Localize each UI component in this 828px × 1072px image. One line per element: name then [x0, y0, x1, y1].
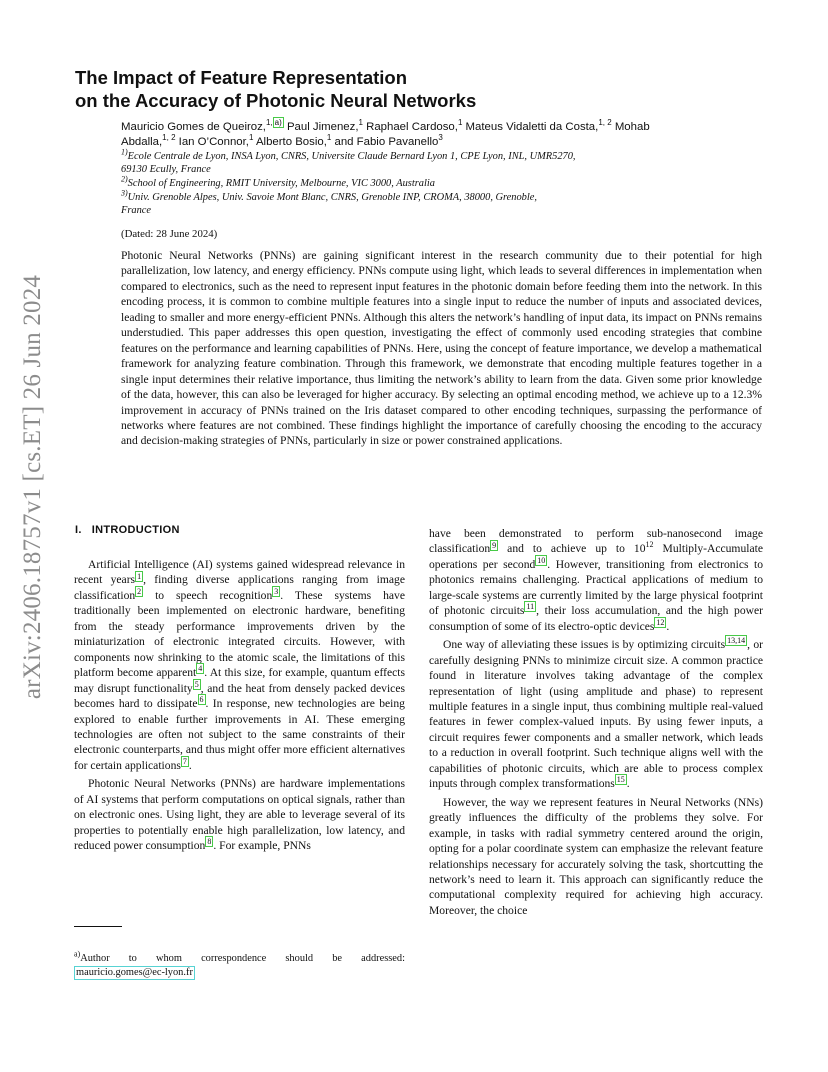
exponent: 12	[645, 540, 654, 550]
right-column	[429, 526, 763, 918]
title-line-1: The Impact of Feature Representation	[75, 67, 408, 88]
affiliation: $^{3)}$Univ. Grenoble Alpes, Univ. Savoie Mont Blanc, CNRS, Grenoble INP, CROMA, 38000, Grenoble, France	[121, 188, 537, 216]
dated: (Dated: 28 June 2024)	[121, 228, 218, 240]
title-line-2: on the Accuracy of Photonic Neural Networks	[75, 90, 477, 111]
citation-link[interactable]: 10	[537, 556, 546, 566]
footnote-rule	[74, 926, 122, 927]
footnote-link[interactable]: a)	[274, 118, 282, 127]
citation-link[interactable]: 8	[207, 837, 212, 847]
paragraph: have been demonstrated to perform sub-nanosecond image classification $^9$ and to achieve up to $10^{12}$ Multiply-Accumulate operations per second $^{10}$ . However, transitioning from electronics to photonics remains challenging. Practical applications of medium to large-scale systems are currently limited by the large physical footprint of photonic circuits $^{11}$ , their loss accumulation, and the high power consumption of some of its electro-optic devices $^{12}$ .	[429, 527, 763, 633]
citation-link[interactable]: 13,14	[727, 636, 746, 646]
author-line-2: Abdalla,$^{1, 2}$ Ian O’Connor,$^1$ Alberto Bosio,$^1$ and Fabio Pavanello$^3$	[121, 133, 443, 148]
citation-link[interactable]: 1	[137, 571, 142, 581]
citation-link[interactable]: 5	[194, 679, 199, 689]
abstract: Photonic Neural Networks (PNNs) are gaining significant interest in the research community due to their potential for high parallelization, low latency, and energy efficiency. PNNs compute using light, which leads to several differences in implementation when compared to electronics, such as the need to represent input features in the photonic domain before feeding them into the network. In this encoding process, it is common to combine multiple features into a single input to reduce the number of inputs and associated devices, leading to smaller and more energy-efficient PNNs. Although this alters the network’s handling of input data, its impact on PNNs remains understudied. This paper addresses this open question, investigating the effect of commonly used encoding strategies that combine features on the performance and learning capabilities of PNNs. Here, using the concept of feature importance, we develop a mathematical framework for analyzing feature combination. Through this framework, we demonstrate that encoding multiple features together in a single input determines their relative importance, thus limiting the network’s ability to learn from the data. Given some prior knowledge of the data, however, this can also be leveraged for higher accuracy. By selecting an optimal encoding method, we achieve up to a 12.3% improvement in accuracy of PNNs trained on the Iris dataset compared to other encoding techniques, surpassing the performance of networks where features are not combined. These findings highlight the importance of carefully choosing the encoding to the accuracy and decision-making strategies of PNNs, particularly in size or power constrained applications.	[121, 249, 762, 448]
affiliations	[121, 147, 771, 218]
section-heading: I. INTRODUCTION	[75, 524, 180, 536]
arxiv-stamp: arXiv:2406.18757v1 [cs.ET] 26 Jun 2024	[19, 274, 46, 700]
author-list	[121, 117, 771, 150]
paragraph: However, the way we represent features in Neural Networks (NNs) greatly influences the difficulty of the problems they solve. For example, in tasks with radial symmetry centered around the origin, opting for a polar coordinate system can emphasize the relevant feature relationships necessary for accurately solving the task, shortcutting the network’s need to learn it. This approach can significantly reduce the computational complexity required for achieving high accuracy. Moreover, the choice	[429, 795, 763, 917]
paragraph: Photonic Neural Networks (PNNs) are hardware implementations of AI systems that perform computations on optical signals, rather than on electronic ones. Using light, they are able to leverage several of its properties to potentially enable high parallelization, low latency, and reduced power consumption $^8$ . For example, PNNs	[74, 777, 405, 853]
citation-link[interactable]: 6	[199, 695, 204, 705]
citation-link[interactable]: 3	[274, 587, 279, 597]
citation-link[interactable]: 12	[656, 617, 665, 627]
citation-link[interactable]: 15	[616, 775, 625, 785]
paper-title	[75, 66, 755, 112]
citation-link[interactable]: 7	[182, 757, 187, 767]
author-line-1: Mauricio Gomes de Queiroz,$^{1,}$ $^{a)}$ Paul Jimenez,$^1$ Raphael Cardoso,$^1$ Mateus Vidaletti da Costa,$^{1, 2}$ Mohab	[121, 118, 650, 133]
affiliation: $^{2)}$School of Engineering, RMIT University, Melbourne, VIC 3000, Australia	[121, 174, 435, 189]
paragraph: One way of alleviating these issues is by optimizing circuits $^{13,14}$ , or carefully designing PNNs to minimize circuit size. A common practice found in literature involves taking advantage of the complex representation of light (using amplitude and phase) to represent multiple features in a single input, thus combining multiple real-valued features in fewer complex-valued inputs. By using fewer inputs, a circuit requires fewer components and a smaller network, which leads to a reduction in overall footprint. Such technique aligns well with the capabilities of photonic circuits, which are able to process complex inputs through complex transformations $^{15}$ .	[429, 636, 763, 791]
citation-link[interactable]: 9	[492, 540, 497, 550]
citation-link[interactable]: 2	[137, 587, 142, 597]
citation-link[interactable]: 11	[526, 602, 535, 612]
citation-link[interactable]: 4	[198, 664, 203, 674]
footnote: $^{a)}$Author to whom correspondence should be addressed: mauricio.gomes@ec-lyon.fr	[74, 949, 405, 978]
email-link[interactable]: mauricio.gomes@ec-lyon.fr	[76, 966, 193, 978]
paragraph: Artificial Intelligence (AI) systems gained widespread relevance in recent years $^1$ , finding diverse applications ranging from image classification $^2$ to speech recognition $^3$ . These systems have traditionally been implemented on electronic hardware, benefiting from the steady performance improvements driven by the miniaturization of electronic integrated circuits. However, with components now shrinking to the atomic scale, the limitations of this platform become apparent $^4$ . At this size, for example, quantum effects may disrupt functionality $^5$ , and the heat from densely packed devices becomes hard to dissipate $^6$ . In response, new technologies are being explored to enable further improvements in AI. These emerging technologies are often not subject to the same constraints of their electronic counterparts, and thus might offer more efficient alternatives for certain applications $^7$ .	[74, 558, 405, 772]
affiliation: $^{1)}$Ecole Centrale de Lyon, INSA Lyon, CNRS, Universite Claude Bernard Lyon 1, CPE Lyon, INL, UMR5270, 69130 Ecully, France	[121, 147, 576, 176]
left-column	[74, 557, 405, 854]
